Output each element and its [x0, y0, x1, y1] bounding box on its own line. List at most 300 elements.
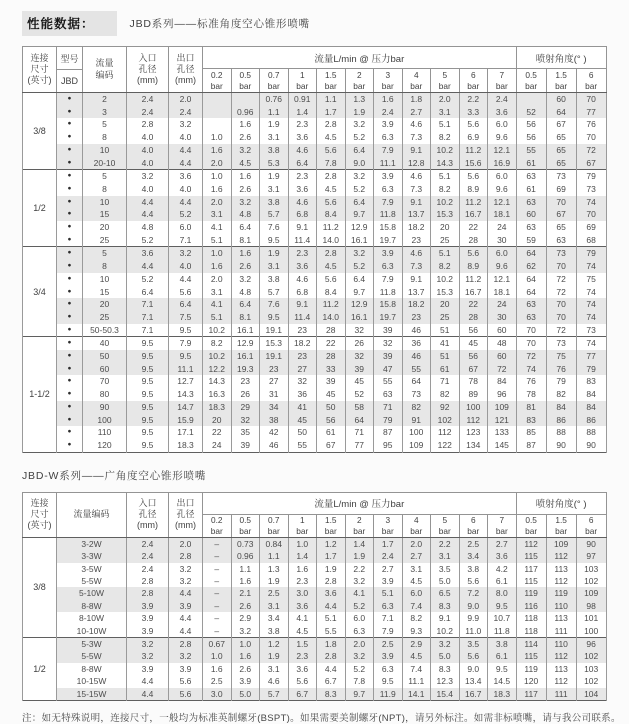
header-line: 1 — [299, 70, 305, 81]
flow-value-cell: 1.0 — [231, 637, 260, 650]
flow-value-cell: 2.6 — [231, 600, 260, 612]
flow-code-cell: 120 — [83, 439, 127, 452]
spray-angle-cell: 76 — [576, 118, 606, 131]
flow-value-cell: 3.2 — [231, 625, 260, 638]
flow-code-cell: 5 — [83, 170, 127, 183]
header-line: 孔径 — [176, 63, 195, 74]
spray-angle-cell: 84 — [576, 388, 606, 401]
flow-code-cell: 5 — [83, 118, 127, 131]
flow-value-cell: 100 — [459, 401, 488, 414]
flow-value-cell: 2.0 — [345, 637, 374, 650]
outlet-diameter-cell: 2.8 — [169, 550, 203, 562]
outlet-diameter-cell: 3.9 — [169, 600, 203, 612]
flow-value-cell: 78 — [459, 375, 488, 388]
header-line: bar — [210, 525, 223, 536]
flow-value-cell: 1.9 — [260, 650, 289, 662]
model-series-label: JBD — [60, 76, 78, 86]
flow-value-cell: 9.1 — [288, 221, 317, 234]
flow-value-cell: 133 — [488, 426, 517, 439]
outlet-diameter-cell: 4.0 — [169, 183, 203, 196]
flow-value-cell: 16.1 — [345, 234, 374, 247]
flow-value-cell: 23 — [288, 350, 317, 363]
flow-value-cell: 1.4 — [345, 537, 374, 550]
flow-value-cell: 22 — [317, 337, 346, 350]
flow-value-cell: 46 — [260, 439, 289, 452]
inlet-diameter-cell: 6.4 — [127, 286, 169, 299]
header-line: 0.5 — [525, 515, 537, 526]
model-dot-icon: ● — [57, 234, 83, 247]
flow-value-cell: 41 — [288, 401, 317, 414]
flow-value-cell: 9.9 — [459, 612, 488, 624]
table-row — [23, 414, 607, 427]
flow-value-cell: 24 — [203, 439, 232, 452]
inlet-diameter-cell: 2.4 — [127, 550, 169, 562]
flow-value-cell: 13.7 — [402, 208, 431, 221]
spray-angle-cell: 65 — [546, 221, 576, 234]
flow-value-cell: 36 — [402, 337, 431, 350]
flow-value-cell: 5.1 — [203, 311, 232, 324]
flow-value-cell: 6.3 — [345, 625, 374, 638]
flow-value-cell: 0.96 — [231, 106, 260, 119]
model-dot-icon: ● — [57, 208, 83, 221]
spray-angle-cell: 67 — [546, 208, 576, 221]
spray-angle-cell: 70 — [576, 208, 606, 221]
flow-code-cell: 5-5W — [57, 650, 127, 662]
flow-code-cell: 5-3W — [57, 637, 127, 650]
flow-value-cell: 122 — [431, 439, 460, 452]
flow-code-cell: 8 — [83, 260, 127, 273]
outlet-diameter-cell: 2.0 — [169, 93, 203, 106]
flow-value-cell: 3.2 — [231, 196, 260, 209]
spray-angle-cell: 86 — [576, 414, 606, 427]
flow-value-cell: 10.2 — [203, 350, 232, 363]
spray-angle-cell: 90 — [576, 537, 606, 550]
flow-value-cell: 3.6 — [288, 600, 317, 612]
flow-value-cell: 2.5 — [374, 637, 403, 650]
inlet-diameter-cell: 3.9 — [127, 612, 169, 624]
flow-value-cell: 5.2 — [345, 183, 374, 196]
flow-value-cell: 15.3 — [431, 208, 460, 221]
flow-value-cell: 15.8 — [374, 221, 403, 234]
flow-value-cell: 6.0 — [488, 247, 517, 260]
spray-angle-cell: 120 — [516, 675, 546, 687]
flow-rate-group-header: 流量L/min @ 压力bar — [203, 47, 517, 69]
header-line: (英寸) — [27, 520, 52, 531]
table-row — [23, 675, 607, 687]
connection-size-cell: 1-1/2 — [23, 337, 57, 452]
flow-value-cell: – — [203, 587, 232, 599]
flow-value-cell: 45 — [317, 388, 346, 401]
table-row — [23, 286, 607, 299]
spray-angle-cell: 70 — [516, 337, 546, 350]
flow-value-cell: 134 — [459, 439, 488, 452]
flow-value-cell: 19.7 — [374, 234, 403, 247]
spray-angle-cell: 76 — [516, 375, 546, 388]
flow-value-cell: 1.5 — [288, 637, 317, 650]
pressure-header-cell — [260, 69, 289, 93]
flow-value-cell: 32 — [345, 350, 374, 363]
pressure-header-cell — [402, 514, 431, 537]
table-row — [23, 350, 607, 363]
spray-angle-cell: 79 — [576, 363, 606, 376]
flow-value-cell: 3.2 — [231, 144, 260, 157]
spray-angle-cell: 76 — [546, 363, 576, 376]
flow-value-cell: 4.5 — [317, 260, 346, 273]
spray-angle-cell: 74 — [576, 196, 606, 209]
pressure-header-cell — [288, 514, 317, 537]
flow-code-cell: 10 — [83, 144, 127, 157]
flow-value-cell: 14.3 — [431, 157, 460, 170]
flow-value-cell: 6.7 — [288, 688, 317, 701]
table-row — [23, 298, 607, 311]
flow-value-cell: 4.4 — [317, 663, 346, 675]
pressure-header-cell — [203, 69, 232, 93]
flow-value-cell: 3.2 — [345, 247, 374, 260]
flow-value-cell: 1.9 — [345, 106, 374, 119]
connection-size-cell: 1/2 — [23, 637, 57, 700]
flow-value-cell: 23 — [402, 311, 431, 324]
spray-angle-cell: 70 — [576, 93, 606, 106]
flow-value-cell: 30 — [488, 311, 517, 324]
flow-value-cell: 3.1 — [260, 663, 289, 675]
header-line: 6 — [470, 515, 476, 526]
flow-value-cell: 4.1 — [345, 587, 374, 599]
flow-value-cell: 1.4 — [288, 106, 317, 119]
flow-value-cell: – — [203, 550, 232, 562]
header-line: bar — [324, 80, 337, 91]
spray-angle-cell: 67 — [576, 157, 606, 170]
spray-angle-cell: 70 — [546, 260, 576, 273]
flow-value-cell: 2.0 — [203, 157, 232, 170]
flow-value-cell: 1.9 — [260, 170, 289, 183]
flow-code-cell: 70 — [83, 375, 127, 388]
table-row — [23, 388, 607, 401]
flow-value-cell: 3.6 — [317, 587, 346, 599]
spray-angle-cell: 60 — [516, 208, 546, 221]
header-line: 5 — [442, 70, 448, 81]
flow-value-cell: 12.9 — [345, 298, 374, 311]
spray-angle-cell: 84 — [576, 401, 606, 414]
inlet-diameter-cell: 7.1 — [127, 311, 169, 324]
flow-value-cell: 5.2 — [345, 260, 374, 273]
spray-angle-cell: 82 — [546, 388, 576, 401]
flow-value-cell: 51 — [431, 324, 460, 337]
header-line: (mm) — [137, 75, 158, 86]
flow-value-cell: 3.9 — [374, 170, 403, 183]
table-row — [23, 93, 607, 106]
connection-size-cell: 3/8 — [23, 93, 57, 170]
inlet-diameter-cell: 4.4 — [127, 688, 169, 701]
flow-value-cell: 28 — [317, 324, 346, 337]
flow-value-cell: 45 — [459, 337, 488, 350]
flow-value-cell: 89 — [459, 388, 488, 401]
flow-value-cell: 5.1 — [431, 118, 460, 131]
flow-value-cell — [203, 118, 232, 131]
table-row — [23, 663, 607, 675]
flow-value-cell: 20 — [431, 298, 460, 311]
model-dot-icon: ● — [57, 93, 83, 106]
flow-value-cell: 11.4 — [288, 234, 317, 247]
flow-value-cell: – — [203, 612, 232, 624]
flow-value-cell: 6.4 — [231, 298, 260, 311]
flow-value-cell: 2.7 — [488, 537, 517, 550]
spray-angle-cell: 68 — [576, 234, 606, 247]
flow-value-cell: 4.1 — [288, 612, 317, 624]
flow-value-cell: 3.2 — [345, 118, 374, 131]
spray-angle-cell: 73 — [576, 183, 606, 196]
flow-value-cell: 61 — [431, 363, 460, 376]
header-line: 编码 — [95, 69, 114, 80]
flow-value-cell: 3.1 — [431, 550, 460, 562]
header-line: bar — [495, 80, 508, 91]
spray-angle-cell: 117 — [516, 688, 546, 701]
flow-code-cell: 5-5W — [57, 575, 127, 587]
flow-value-cell: 67 — [317, 439, 346, 452]
flow-value-cell: 12.3 — [431, 675, 460, 687]
table-row — [23, 563, 607, 575]
pressure-header-cell — [374, 69, 403, 93]
flow-value-cell: 6.3 — [374, 600, 403, 612]
header-line: bar — [467, 525, 480, 536]
flow-value-cell: 9.5 — [374, 675, 403, 687]
model-dot-icon: ● — [57, 298, 83, 311]
flow-value-cell: 41 — [431, 337, 460, 350]
flow-value-cell: 16.7 — [459, 208, 488, 221]
flow-value-cell: – — [203, 563, 232, 575]
header-line: bar — [555, 525, 568, 536]
flow-value-cell: 3.4 — [260, 612, 289, 624]
flow-value-cell: 1.9 — [345, 550, 374, 562]
flow-value-cell: 8.3 — [317, 688, 346, 701]
flow-value-cell: 16.1 — [231, 324, 260, 337]
header-line: bar — [239, 525, 252, 536]
table-row — [23, 550, 607, 562]
flow-value-cell: 6.0 — [488, 118, 517, 131]
flow-code-cell: 20-10 — [83, 157, 127, 170]
flow-value-cell: 11.2 — [459, 144, 488, 157]
flow-value-cell: 30 — [488, 234, 517, 247]
flow-value-cell: 3.1 — [431, 106, 460, 119]
flow-value-cell: 1.3 — [345, 93, 374, 106]
spray-angle-cell: 63 — [516, 298, 546, 311]
spray-angle-cell: 56 — [516, 131, 546, 144]
spray-angle-cell: 63 — [546, 234, 576, 247]
flow-value-cell: 3.2 — [345, 575, 374, 587]
flow-value-cell: 1.7 — [374, 537, 403, 550]
pressure-header-cell — [516, 69, 546, 93]
flow-code-cell: 100 — [83, 414, 127, 427]
outlet-diameter-cell: 3.2 — [169, 575, 203, 587]
flow-value-cell: 3.8 — [459, 563, 488, 575]
flow-value-cell: 0.96 — [231, 550, 260, 562]
flow-value-cell: 14.5 — [488, 675, 517, 687]
flow-value-cell: 2.0 — [203, 196, 232, 209]
flow-value-cell: 64 — [345, 414, 374, 427]
inlet-diameter-cell: 2.4 — [127, 106, 169, 119]
flow-code-cell: 25 — [83, 234, 127, 247]
flow-value-cell: 7.9 — [374, 144, 403, 157]
spray-angle-cell: 64 — [546, 106, 576, 119]
flow-value-cell: 1.3 — [260, 563, 289, 575]
flow-code-cell: 50-50.3 — [83, 324, 127, 337]
flow-value-cell: 12.1 — [488, 196, 517, 209]
flow-value-cell: 3.8 — [260, 144, 289, 157]
flow-value-cell: 3.9 — [374, 650, 403, 662]
header-line: 2 — [356, 70, 362, 81]
spray-angle-cell: 97 — [576, 550, 606, 562]
flow-value-cell: 10.2 — [431, 196, 460, 209]
flow-code-cell: 3 — [83, 106, 127, 119]
pressure-header-cell — [317, 514, 346, 537]
spray-angle-cell: 102 — [576, 650, 606, 662]
spray-angle-cell: 74 — [576, 260, 606, 273]
header-line: 2 — [356, 515, 362, 526]
header-line: 7 — [499, 515, 505, 526]
flow-value-cell: 18.1 — [488, 286, 517, 299]
flow-code-cell: 5 — [83, 247, 127, 260]
flow-value-cell: 1.0 — [203, 650, 232, 662]
flow-value-cell: 1.6 — [374, 93, 403, 106]
table-row — [23, 208, 607, 221]
inlet-diameter-cell: 9.5 — [127, 414, 169, 427]
table-row — [23, 375, 607, 388]
header-line: (mm) — [137, 520, 158, 531]
table-row — [23, 118, 607, 131]
spray-angle-cell: 100 — [576, 625, 606, 638]
flow-code-cell: 5-10W — [57, 587, 127, 599]
flow-value-cell: 14.0 — [317, 234, 346, 247]
flow-value-cell: 3.1 — [260, 600, 289, 612]
flow-code-cell: 3-5W — [57, 563, 127, 575]
header-line: 0.5 — [239, 70, 252, 81]
flow-value-cell: 9.1 — [402, 273, 431, 286]
spray-angle-cell: 102 — [576, 575, 606, 587]
flow-value-cell: 11.2 — [459, 196, 488, 209]
table-row — [23, 170, 607, 183]
flow-value-cell: 50 — [317, 401, 346, 414]
flow-value-cell: 3.1 — [260, 183, 289, 196]
header-line: (mm) — [175, 520, 196, 531]
inlet-diameter-cell: 9.5 — [127, 388, 169, 401]
flow-code-cell: 10 — [83, 273, 127, 286]
flow-value-cell: 16.1 — [231, 350, 260, 363]
spray-angle-cell: 74 — [576, 337, 606, 350]
flow-value-cell: 12.9 — [345, 221, 374, 234]
flow-value-cell: 2.0 — [402, 537, 431, 550]
flow-value-cell: 5.5 — [317, 625, 346, 638]
flow-value-cell: 16.7 — [459, 688, 488, 701]
flow-value-cell: 6.4 — [345, 273, 374, 286]
inlet-diameter-cell: 3.2 — [127, 170, 169, 183]
flow-value-cell: 29 — [231, 401, 260, 414]
jbdw-wide-angle-spec-table — [22, 492, 607, 701]
flow-code-cell: 25 — [83, 311, 127, 324]
header-line: 孔径 — [176, 509, 195, 520]
table-row — [23, 612, 607, 624]
spray-angle-cell: 77 — [576, 350, 606, 363]
flow-value-cell: 48 — [488, 337, 517, 350]
spray-angle-cell: 87 — [516, 439, 546, 452]
spray-angle-cell: 110 — [546, 637, 576, 650]
header-line: 流量 — [95, 58, 114, 69]
outlet-diameter-cell: 5.2 — [169, 208, 203, 221]
flow-value-cell: 123 — [459, 426, 488, 439]
header-line: 尺寸 — [30, 509, 49, 520]
header-line: 0.7 — [267, 515, 280, 526]
pressure-header-cell — [431, 514, 460, 537]
header-line: 孔径 — [138, 63, 157, 74]
flow-value-cell: 3.6 — [288, 131, 317, 144]
header-line: 流量编码 — [73, 509, 110, 520]
flow-value-cell: 2.8 — [317, 650, 346, 662]
flow-value-cell: 100 — [402, 426, 431, 439]
spray-angle-cell: 77 — [576, 106, 606, 119]
flow-value-cell: 2.2 — [431, 537, 460, 550]
flow-value-cell: 2.8 — [317, 118, 346, 131]
pressure-header-cell — [516, 514, 546, 537]
flow-value-cell: 11.1 — [402, 675, 431, 687]
table-row — [23, 337, 607, 350]
connection-size-header — [23, 47, 57, 93]
outlet-diameter-cell: 2.0 — [169, 537, 203, 550]
outlet-diameter-cell: 3.2 — [169, 650, 203, 662]
flow-value-cell: 56 — [459, 324, 488, 337]
spray-angle-cell: 113 — [546, 663, 576, 675]
flow-value-cell: 5.7 — [260, 208, 289, 221]
flow-value-cell: 2.2 — [459, 93, 488, 106]
header-line: 0.2 — [210, 70, 223, 81]
flow-code-cell: 3-2W — [57, 537, 127, 550]
flow-value-cell: 7.6 — [260, 221, 289, 234]
flow-value-cell: 19.1 — [260, 350, 289, 363]
flow-value-cell: 56 — [459, 350, 488, 363]
flow-value-cell: 1.9 — [260, 575, 289, 587]
spray-angle-cell: 116 — [516, 600, 546, 612]
flow-value-cell: 8.1 — [231, 234, 260, 247]
inlet-diameter-cell: 5.2 — [127, 273, 169, 286]
header-line: bar — [296, 80, 309, 91]
model-dot-icon: ● — [57, 401, 83, 414]
flow-value-cell: 4.6 — [288, 273, 317, 286]
table-row — [23, 131, 607, 144]
pressure-header-cell — [488, 69, 517, 93]
table-row — [23, 600, 607, 612]
spray-angle-cell: 63 — [516, 170, 546, 183]
flow-value-cell: 3.0 — [203, 688, 232, 701]
flow-value-cell: 72 — [488, 363, 517, 376]
outlet-diameter-cell: 5.6 — [169, 688, 203, 701]
flow-value-cell: 8.0 — [488, 587, 517, 599]
outlet-diameter-cell: 7.5 — [169, 311, 203, 324]
spray-angle-cell: 56 — [516, 118, 546, 131]
flow-value-cell: 3.9 — [374, 118, 403, 131]
header-line: 6 — [588, 70, 594, 81]
outlet-diameter-cell: 3.2 — [169, 563, 203, 575]
flow-value-cell: 32 — [345, 324, 374, 337]
header-line: bar — [585, 525, 598, 536]
flow-value-cell: 15.6 — [459, 157, 488, 170]
flow-value-cell: 2.5 — [459, 537, 488, 550]
table-row — [23, 575, 607, 587]
flow-value-cell: 2.3 — [288, 118, 317, 131]
flow-value-cell: 12.2 — [203, 363, 232, 376]
flow-value-cell: 36 — [288, 388, 317, 401]
flow-code-cell: 20 — [83, 298, 127, 311]
outlet-diameter-cell: 6.4 — [169, 298, 203, 311]
flow-code-cell: 10 — [83, 196, 127, 209]
flow-value-cell: 2.6 — [231, 183, 260, 196]
header-line: bar — [525, 525, 538, 536]
